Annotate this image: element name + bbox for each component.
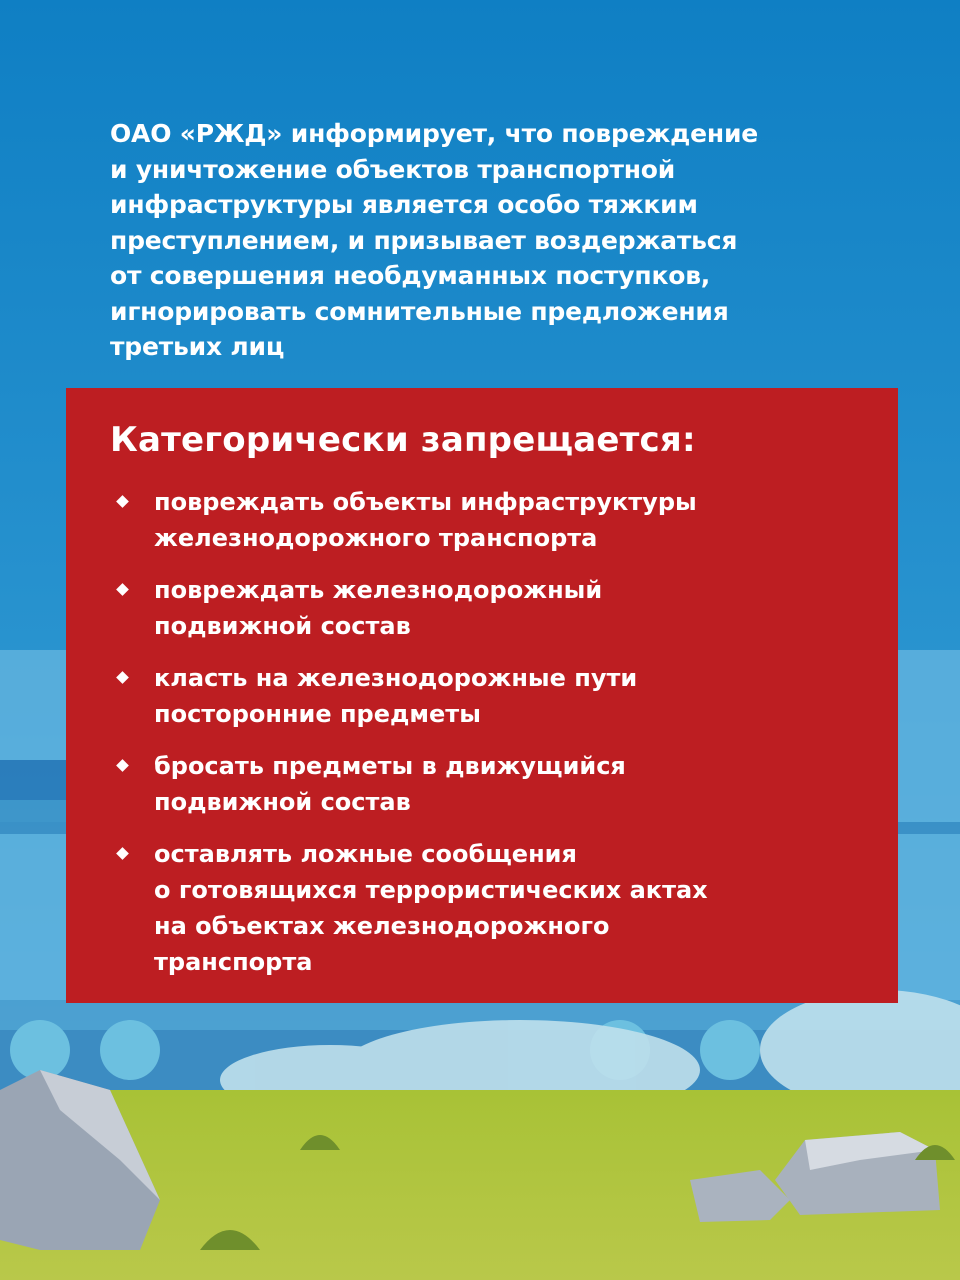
list-item-line: на объектах железнодорожного: [154, 912, 610, 940]
list-item: [110, 748, 858, 820]
list-item-line: железнодорожного транспорта: [154, 524, 598, 552]
diamond-bullet-icon: [116, 495, 129, 508]
list-item-line: класть на железнодорожные пути: [154, 664, 638, 692]
intro-line: преступлением, и призывает воздержаться: [110, 225, 738, 255]
list-item: [110, 660, 858, 732]
panel-title: Категорически запрещается:: [110, 420, 696, 460]
list-item-line: посторонние предметы: [154, 700, 481, 728]
list-item-line: о готовящихся террористических актах: [154, 876, 708, 904]
list-item-line: транспорта: [154, 948, 313, 976]
list-item-line: бросать предметы в движущийся: [154, 752, 626, 780]
list-item-line: повреждать объекты инфраструктуры: [154, 488, 697, 516]
intro-text: [110, 116, 870, 365]
list-item-line: подвижной состав: [154, 788, 411, 816]
list-item-line: оставлять ложные сообщения: [154, 840, 577, 868]
intro-line: третьих лиц: [110, 332, 285, 361]
diamond-bullet-icon: [116, 583, 129, 596]
list-item: [110, 572, 858, 644]
diamond-bullet-icon: [116, 759, 129, 772]
intro-line: и уничтожение объектов транспортной: [110, 154, 676, 184]
intro-line: инфраструктуры является особо тяжким: [110, 190, 698, 219]
diamond-bullet-icon: [116, 671, 129, 684]
prohibitions-list: [110, 484, 858, 980]
intro-line: ОАО «РЖД» информирует, что повреждение: [110, 119, 759, 148]
diamond-bullet-icon: [116, 847, 129, 860]
list-item-line: повреждать железнодорожный: [154, 576, 603, 604]
intro-line: игнорировать сомнительные предложения: [110, 296, 729, 326]
prohibitions-panel: [66, 388, 898, 1003]
intro-line: от совершения необдуманных поступков,: [110, 261, 711, 290]
list-item: [110, 484, 858, 556]
list-item-line: подвижной состав: [154, 612, 411, 640]
list-item: [110, 836, 858, 980]
